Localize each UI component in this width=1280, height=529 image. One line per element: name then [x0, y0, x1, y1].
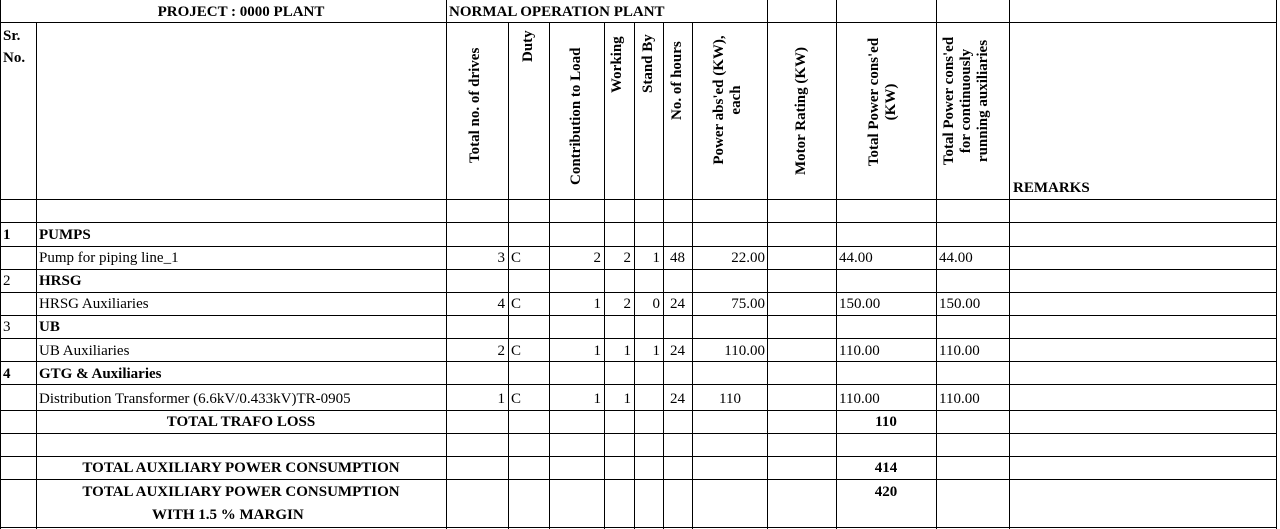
- header-hours: No. of hours: [669, 41, 685, 120]
- item-hours: 24: [670, 391, 685, 407]
- grid-line: [0, 479, 1277, 480]
- item-working: 1: [623, 343, 631, 359]
- trafo-loss-label: TOTAL TRAFO LOSS: [166, 414, 316, 430]
- item-power: 22.00: [731, 250, 765, 266]
- group-name: UB: [39, 319, 60, 335]
- grid-line: [0, 199, 1277, 200]
- grid-line: [836, 0, 837, 529]
- group-name: PUMPS: [39, 227, 91, 243]
- header-power-absorbed-line1: Power abs'ed (KW),: [711, 35, 727, 165]
- item-duty: C: [511, 391, 522, 407]
- item-working: 2: [623, 250, 631, 266]
- item-standby: 0: [652, 296, 660, 312]
- group-sr: 2: [3, 273, 11, 289]
- grid-line: [0, 456, 1277, 457]
- item-drives: 2: [497, 343, 505, 359]
- header-no: No.: [3, 50, 26, 66]
- item-drives: 1: [497, 391, 505, 407]
- project-title: PROJECT : 0000 PLANT: [157, 4, 325, 20]
- header-working: Working: [609, 36, 625, 93]
- item-standby: 1: [652, 343, 660, 359]
- header-total-power-cont-line1: Total Power cons'ed: [941, 36, 957, 166]
- group-sr: 3: [3, 319, 11, 335]
- header-sr: Sr.: [3, 28, 21, 44]
- header-motor-rating: Motor Rating (KW): [793, 46, 809, 175]
- item-total: 110.00: [839, 391, 880, 407]
- section-title: NORMAL OPERATION PLANT: [449, 4, 665, 20]
- item-hours: 48: [670, 250, 685, 266]
- grid-line: [1009, 0, 1010, 529]
- item-power: 75.00: [731, 296, 765, 312]
- header-total-power-line1: Total Power cons'ed: [866, 37, 882, 167]
- grid-line: [0, 410, 1277, 411]
- margin-consumption-label-1: TOTAL AUXILIARY POWER CONSUMPTION: [82, 484, 400, 500]
- item-total: 44.00: [839, 250, 873, 266]
- grid-line: [0, 433, 1277, 434]
- grid-line: [936, 0, 937, 529]
- grid-line: [36, 22, 37, 529]
- trafo-loss-value: 110: [875, 414, 897, 430]
- grid-line: [692, 22, 693, 529]
- header-power-absorbed: [711, 22, 745, 178]
- group-name: HRSG: [39, 273, 82, 289]
- grid-line: [0, 315, 1277, 316]
- item-cont: 110.00: [939, 343, 980, 359]
- grid-line: [0, 246, 1277, 247]
- item-contribution: 2: [593, 250, 601, 266]
- grid-line: [0, 361, 1277, 362]
- grid-line: [549, 22, 550, 529]
- grid-line: [604, 22, 605, 529]
- header-standby: Stand By: [640, 34, 656, 93]
- grid-line: [0, 269, 1277, 270]
- header-total-power: [866, 24, 900, 180]
- margin-consumption-value: 420: [874, 484, 898, 500]
- header-remarks: REMARKS: [1013, 180, 1090, 196]
- item-contribution: 1: [593, 343, 601, 359]
- item-desc: Pump for piping line_1: [39, 250, 179, 266]
- grid-line: [1276, 0, 1277, 529]
- grid-line: [0, 338, 1277, 339]
- grid-line: [0, 384, 1277, 385]
- item-hours: 24: [670, 343, 685, 359]
- item-desc: UB Auxiliaries: [39, 343, 130, 359]
- header-total-drives: Total no. of drives: [467, 47, 483, 163]
- grid-line: [0, 527, 1277, 528]
- grid-line: [0, 292, 1277, 293]
- grid-line: [663, 22, 664, 529]
- item-total: 110.00: [839, 343, 880, 359]
- item-duty: C: [511, 296, 522, 312]
- header-total-power-cont-line2: for continuously: [958, 48, 974, 154]
- item-standby: 1: [652, 250, 660, 266]
- group-sr: 1: [3, 227, 11, 243]
- item-cont: 110.00: [939, 391, 980, 407]
- grid-line: [767, 0, 768, 529]
- grid-line: [0, 22, 1277, 23]
- item-total: 150.00: [839, 296, 881, 312]
- item-contribution: 1: [593, 391, 601, 407]
- item-cont: 150.00: [939, 296, 981, 312]
- item-working: 1: [623, 391, 631, 407]
- group-name: GTG & Auxiliaries: [39, 366, 162, 382]
- item-drives: 4: [497, 296, 505, 312]
- header-total-power-cont: [941, 22, 992, 180]
- grid-line: [634, 22, 635, 529]
- header-duty: Duty: [520, 30, 536, 62]
- item-desc: Distribution Transformer (6.6kV/0.433kV)TR-0905: [39, 391, 351, 407]
- item-duty: C: [511, 343, 522, 359]
- header-total-power-cont-line3: running auxiliaries: [975, 39, 991, 163]
- aux-consumption-label: TOTAL AUXILIARY POWER CONSUMPTION: [82, 460, 400, 476]
- item-power: 110.00: [724, 343, 765, 359]
- item-contribution: 1: [593, 296, 601, 312]
- item-cont: 44.00: [939, 250, 973, 266]
- header-contribution: Contribution to Load: [568, 47, 584, 185]
- header-total-power-line2: (KW): [883, 83, 899, 121]
- item-duty: C: [511, 250, 522, 266]
- item-drives: 3: [497, 250, 505, 266]
- aux-consumption-value: 414: [874, 460, 898, 476]
- grid-line: [508, 22, 509, 529]
- item-working: 2: [623, 296, 631, 312]
- grid-line: [0, 0, 1, 529]
- header-power-absorbed-line2: each: [728, 85, 744, 115]
- item-desc: HRSG Auxiliaries: [39, 296, 149, 312]
- item-power: 110: [719, 391, 741, 407]
- grid-line: [0, 222, 1277, 223]
- group-sr: 4: [3, 366, 11, 382]
- item-hours: 24: [670, 296, 685, 312]
- margin-consumption-label-2: WITH 1.5 % MARGIN: [152, 507, 304, 523]
